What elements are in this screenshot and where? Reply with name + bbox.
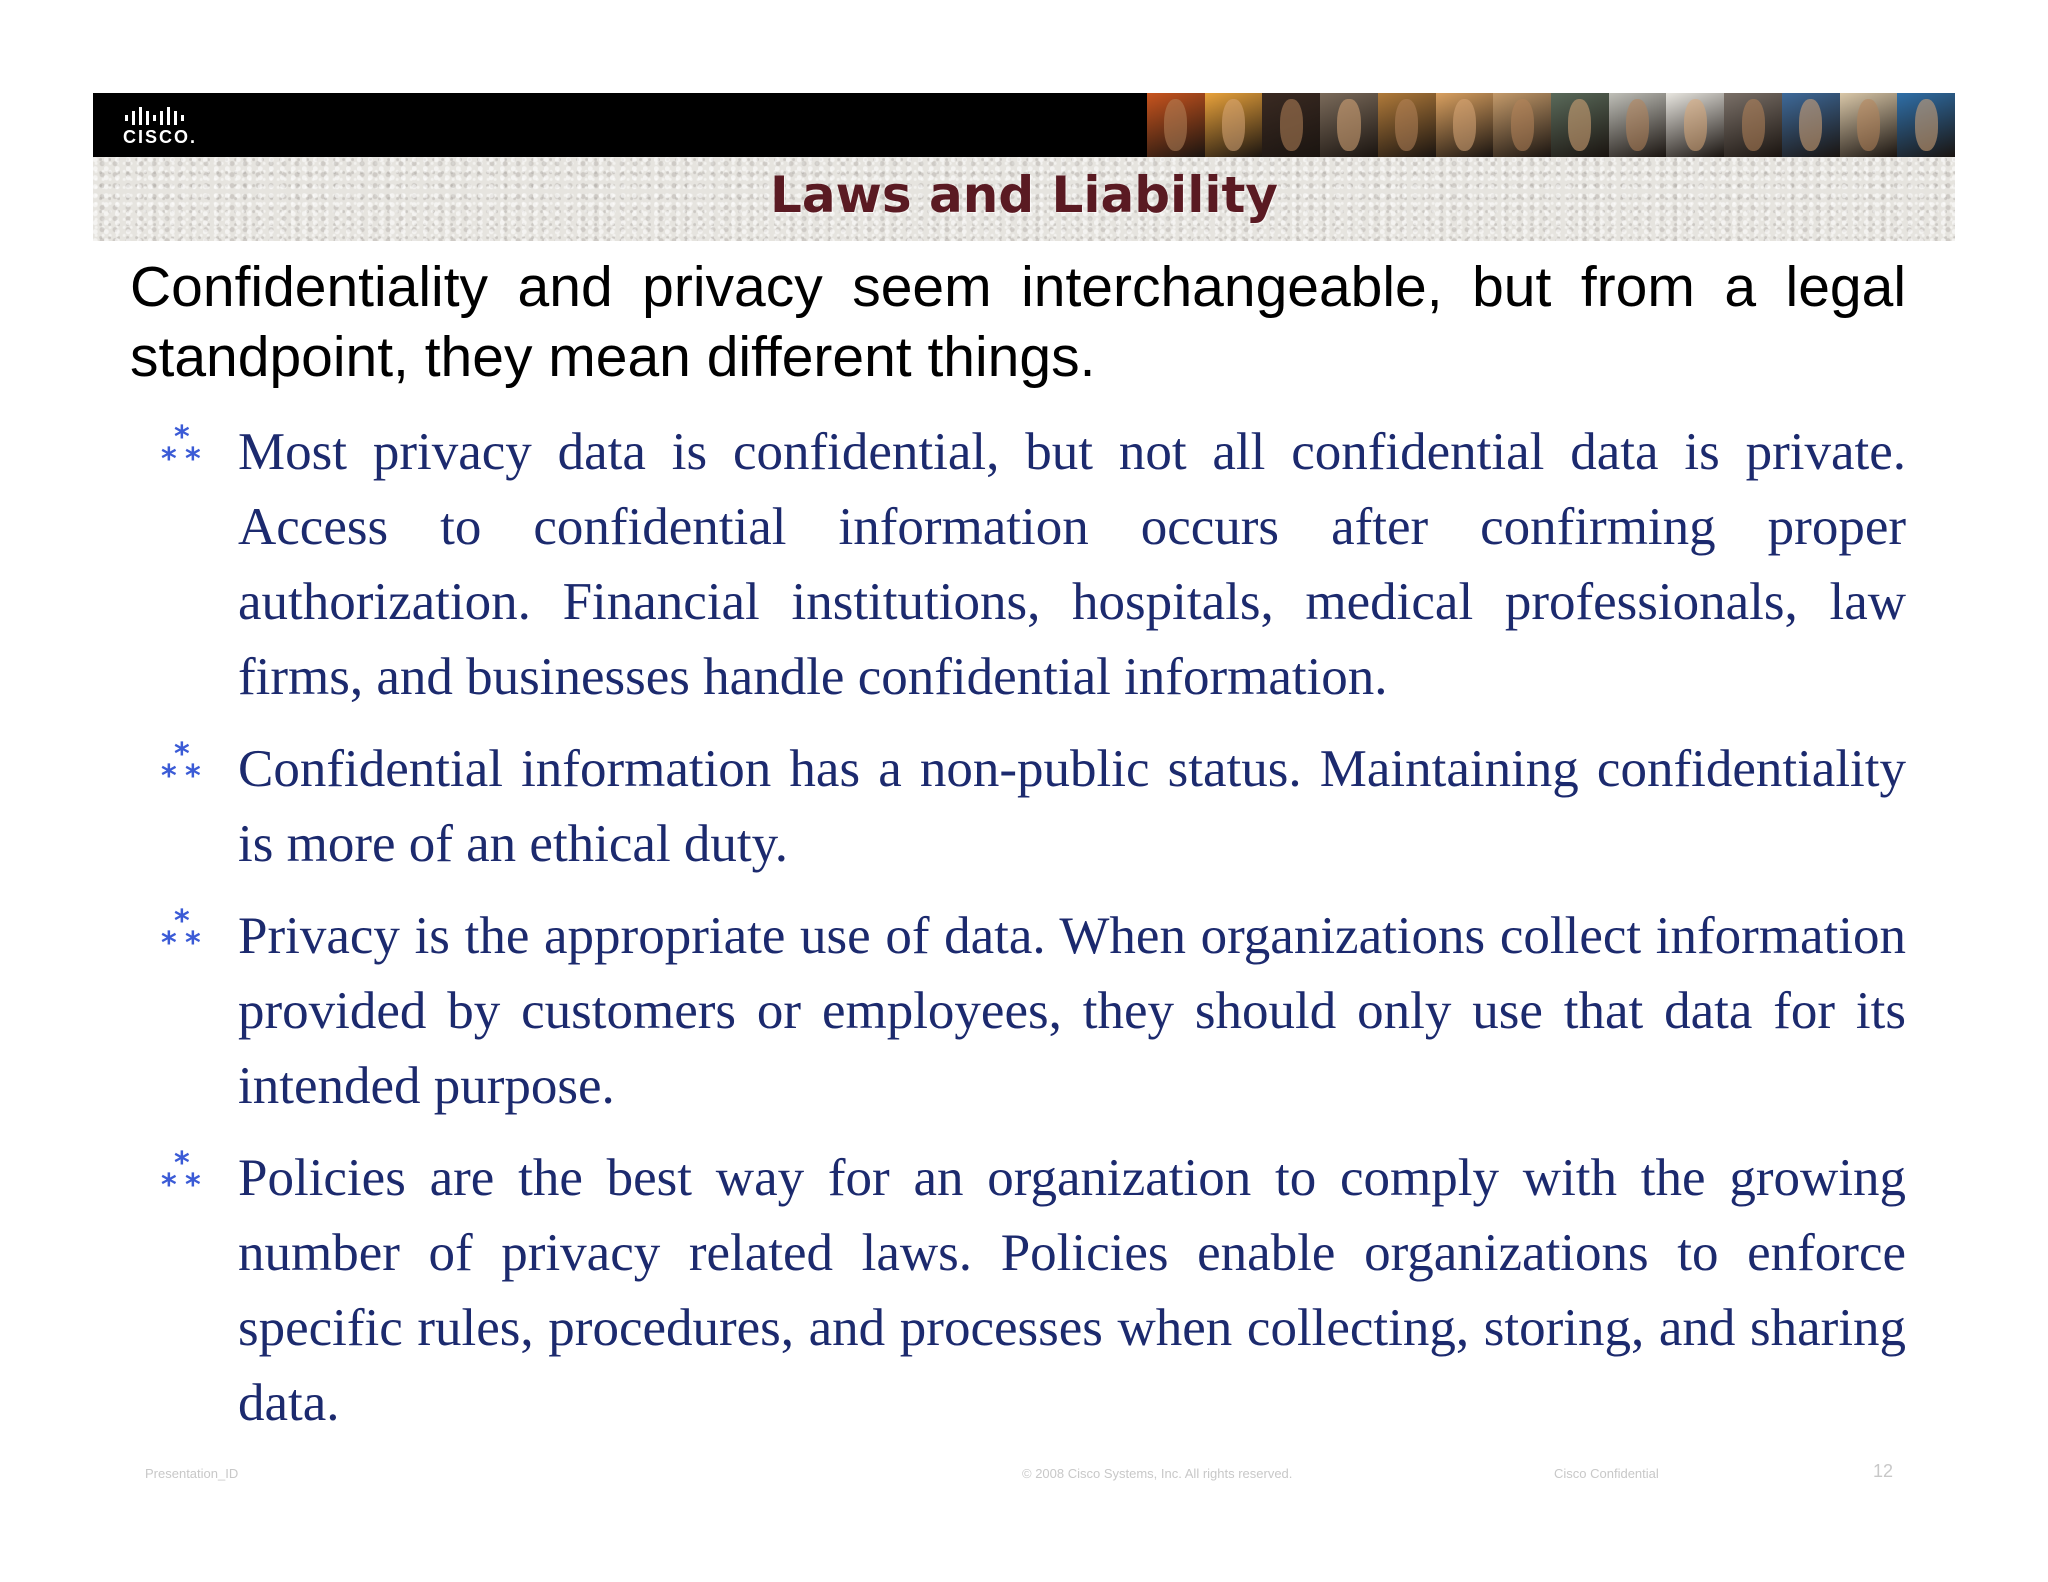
bullet-text: Confidential information has a non-public status. Maintaining confidentiality is more of an ethical duty. [238, 740, 1906, 873]
footer-confidential: Cisco Confidential [1554, 1466, 1659, 1481]
asterisk-cluster-icon [160, 421, 208, 473]
photo-face-shape [1742, 99, 1765, 150]
header-bar [93, 93, 1955, 157]
cisco-bars-icon [123, 105, 203, 127]
photo-face-shape [1280, 99, 1303, 150]
intro-paragraph: Confidentiality and privacy seem interchangeable, but from a legal standpoint, they mean different things. [130, 255, 1906, 389]
slide-title: Laws and Liability [770, 166, 1278, 224]
bullet-text: Privacy is the appropriate use of data. When organizations collect information provided by customers or employees, they should only use that data for its intended purpose. [238, 907, 1906, 1115]
photo-face-shape [1799, 99, 1822, 150]
asterisk-cluster-icon [160, 1147, 208, 1199]
header-photo-tile [1782, 93, 1840, 157]
header-photo-tile [1493, 93, 1551, 157]
header-photo-tile [1666, 93, 1724, 157]
header-photo-tile [1436, 93, 1494, 157]
photo-face-shape [1395, 99, 1418, 150]
header-photo-tile [1609, 93, 1667, 157]
bullet-item [160, 1141, 1906, 1441]
header-photo-tile [1147, 93, 1205, 157]
photo-face-shape [1626, 99, 1649, 150]
photo-face-shape [1568, 99, 1591, 150]
bullet-text: Most privacy data is confidential, but not all confidential data is private. Access to confidential information occurs after confirming proper authorization. Financial institutions, hospitals, medical professionals, law firms, and businesses handle confidential information. [238, 423, 1906, 706]
page-number: 12 [1873, 1461, 1894, 1481]
cisco-logo [123, 105, 213, 147]
bullet-item [160, 899, 1906, 1124]
footer-copyright: © 2008 Cisco Systems, Inc. All rights reserved. [1022, 1466, 1293, 1481]
bullet-list [160, 415, 1906, 1458]
header-photo-tile [1840, 93, 1898, 157]
photo-face-shape [1684, 99, 1707, 150]
bullet-text: Policies are the best way for an organization to comply with the growing number of privacy related laws. Policies enable organizations to enforce specific rules, procedures, and processes when collecting, storing, and sharing data. [238, 1149, 1906, 1432]
photo-face-shape [1857, 99, 1880, 150]
photo-face-shape [1222, 99, 1245, 150]
header-photo-tile [1551, 93, 1609, 157]
header-photo-tile [1378, 93, 1436, 157]
header-photo-strip [1147, 93, 1955, 157]
asterisk-cluster-icon [160, 738, 208, 790]
photo-face-shape [1915, 99, 1938, 150]
cisco-logo-text: CISCO. [123, 127, 198, 147]
photo-face-shape [1337, 99, 1360, 150]
asterisk-cluster-icon [160, 905, 208, 957]
header-photo-tile [1897, 93, 1955, 157]
header-photo-tile [1205, 93, 1263, 157]
header-photo-tile [1320, 93, 1378, 157]
header-photo-tile [1262, 93, 1320, 157]
header-photo-tile [1724, 93, 1782, 157]
footer-presentation-id: Presentation_ID [145, 1466, 239, 1481]
bullet-item [160, 415, 1906, 715]
photo-face-shape [1164, 99, 1187, 150]
photo-face-shape [1453, 99, 1476, 150]
photo-face-shape [1511, 99, 1534, 150]
bullet-item [160, 732, 1906, 882]
